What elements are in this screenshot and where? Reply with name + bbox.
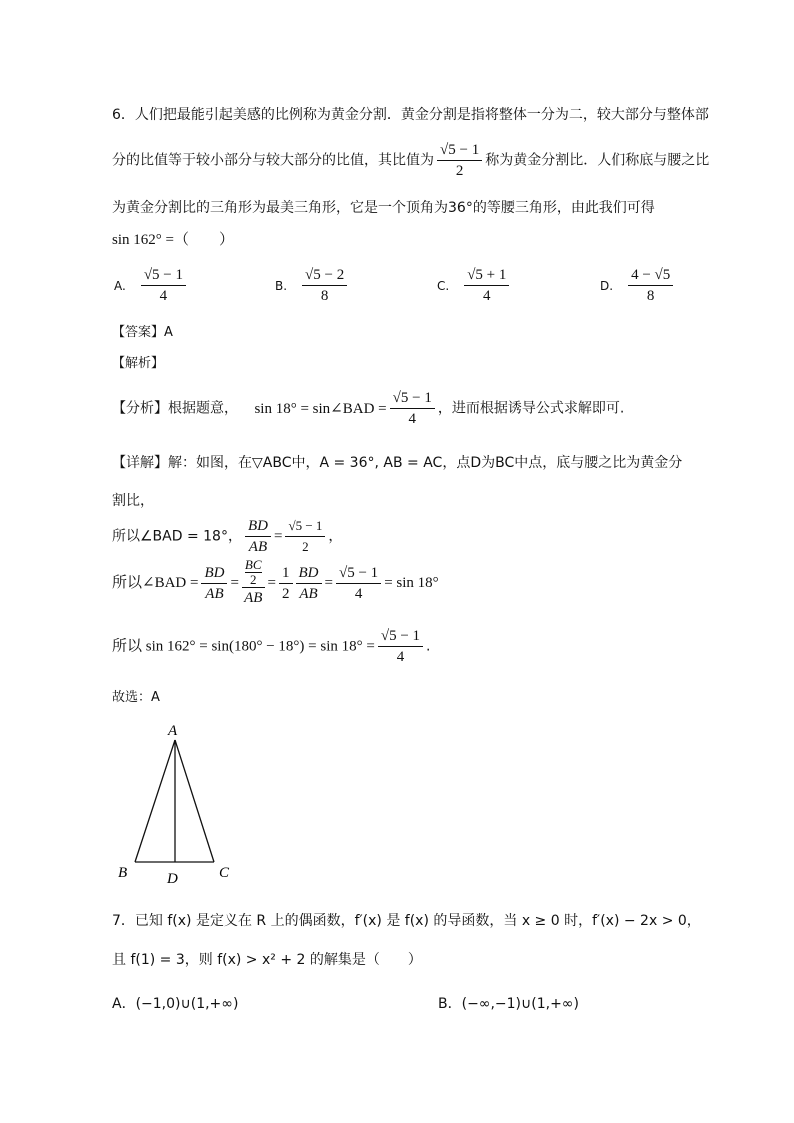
- option-c-fraction: [464, 265, 509, 306]
- step2-f2-num-top: BC: [244, 557, 262, 572]
- step3-fraction: [378, 626, 423, 667]
- q7-line2: 且 f(1) = 3，则 f(x) > x² + 2 的解集是（ ）: [112, 952, 422, 968]
- step2-f4-den: AB: [299, 585, 318, 602]
- option-c-num: √5 + 1: [464, 265, 509, 286]
- q7-option-a[interactable]: A．(−1,0)∪(1,+∞): [112, 996, 239, 1012]
- step2-frac2: [242, 558, 265, 608]
- option-a-den: 4: [159, 288, 168, 304]
- golden-ratio-den: 2: [455, 163, 464, 179]
- q6-line3: 为黄金分割比的三角形为最美三角形，它是一个顶角为36°的等腰三角形，由此我们可得: [112, 200, 655, 216]
- step1-fraction-left: [245, 516, 271, 557]
- step2-frac5: [336, 563, 381, 604]
- step1-line: [112, 516, 342, 557]
- analysis-heading: 【解析】: [112, 356, 165, 371]
- q6-line1: 6．人们把最能引起美感的比例称为黄金分割．黄金分割是指将整体一分为二，较大部分与整体部: [112, 107, 709, 123]
- vertex-b-label: B: [118, 865, 128, 881]
- option-b[interactable]: [275, 265, 350, 306]
- step2-tail: = sin 18°: [384, 575, 439, 591]
- option-d-fraction: [628, 265, 673, 306]
- step2-f2-den: AB: [244, 590, 263, 606]
- option-b-den: 8: [320, 288, 329, 304]
- option-a[interactable]: [114, 265, 189, 306]
- option-d-den: 8: [646, 288, 655, 304]
- step2-line: 所以∠BAD = $\frac{BD}{AB}$ = BC 2 AB = $\frac{1}{2}$ $\frac{BD}{AB}$ = $\frac{√5 - 1}{4}$ = sin 18°: [112, 557, 439, 606]
- q6-line2-post: 称为黄金分割比．人们称底与腰之比: [485, 152, 710, 169]
- option-d-num: 4 − √5: [628, 265, 673, 286]
- q7-line1: 7．已知 f(x) 是定义在 R 上的偶函数，f′(x) 是 f(x) 的导函数，当 x ≥ 0 时，f′(x) − 2x > 0，: [112, 913, 701, 929]
- option-c-den: 4: [483, 288, 491, 304]
- step2-f2-num-bot: 2: [249, 572, 257, 587]
- vertex-a-label: A: [168, 723, 178, 739]
- vertex-c-label: C: [219, 865, 230, 881]
- step2-f1-den: AB: [205, 585, 224, 602]
- step2-f5-num: √5 − 1: [336, 563, 381, 584]
- choose-line: 故选：A: [112, 690, 160, 705]
- detail-line2: 割比，: [112, 493, 154, 509]
- triangle-figure: [113, 720, 243, 885]
- step2-f1-num: BD: [201, 563, 227, 584]
- step1-pre: 所以∠BAD = 18°，: [112, 528, 242, 545]
- step3-den: 4: [396, 649, 405, 665]
- step2-f4-num: BD: [296, 563, 322, 584]
- step2-frac4: [296, 563, 322, 604]
- point-d-label: D: [167, 871, 178, 885]
- fenxi-den: 4: [408, 411, 416, 427]
- option-a-label: A.: [114, 278, 126, 293]
- option-c[interactable]: [437, 265, 512, 306]
- step1-den: AB: [248, 539, 268, 555]
- step1-rden: 2: [302, 539, 309, 554]
- q7-option-b[interactable]: B．(−∞,−1)∪(1,+∞): [438, 996, 579, 1012]
- step1-fraction-right: [285, 516, 325, 557]
- q6-line2-pre: 分的比值等于较小部分与较大部分的比值，其比值为: [112, 152, 434, 169]
- fenxi-fraction: [390, 388, 435, 429]
- step2-f5-den: 4: [354, 585, 363, 602]
- step3-num: √5 − 1: [378, 626, 423, 647]
- step1-num: BD: [245, 516, 271, 537]
- step2-frac3: [279, 563, 293, 604]
- side-ac: [175, 740, 214, 862]
- fenxi-pre: 【分析】根据题意，: [112, 400, 238, 417]
- step2-pre: 所以∠BAD =: [112, 575, 199, 591]
- golden-ratio-fraction: [437, 140, 482, 181]
- step3-post: .: [426, 638, 431, 655]
- fenxi-math: sin 18° = sin∠BAD =: [254, 400, 387, 417]
- option-d[interactable]: [600, 265, 676, 306]
- q6-line2: [112, 140, 709, 181]
- option-a-num: √5 − 1: [141, 265, 186, 286]
- option-a-fraction: [141, 265, 186, 306]
- option-d-label: D.: [600, 278, 614, 293]
- fenxi-num: √5 − 1: [390, 388, 435, 409]
- option-b-label: B.: [275, 278, 288, 293]
- option-b-fraction: [302, 265, 347, 306]
- answer-line: 【答案】A: [112, 325, 173, 340]
- detail-line1: 【详解】解：如图，在▽ABC中，A = 36°, AB = AC，点D为BC中点，底与腰之比为黄金分: [112, 455, 683, 471]
- step1-eq: =: [273, 528, 283, 545]
- option-c-label: C.: [437, 278, 450, 293]
- step2-f3-num: 1: [279, 563, 293, 584]
- step1-rnum: √5 − 1: [285, 516, 325, 537]
- option-b-num: √5 − 2: [302, 265, 347, 286]
- golden-ratio-num: √5 − 1: [437, 140, 482, 161]
- step3-line: [112, 626, 431, 667]
- step2-f3-den: 2: [282, 585, 290, 602]
- step2-frac1: [201, 563, 227, 604]
- q6-line4: sin 162° =（ ）: [112, 232, 234, 248]
- step1-post: ，: [328, 528, 343, 545]
- side-ab: [135, 740, 175, 862]
- step3-pre: 所以 sin 162° = sin(180° − 18°) = sin 18° =: [112, 638, 375, 655]
- fenxi-line: [112, 388, 624, 429]
- fenxi-post: ，进而根据诱导公式求解即可.: [437, 400, 625, 417]
